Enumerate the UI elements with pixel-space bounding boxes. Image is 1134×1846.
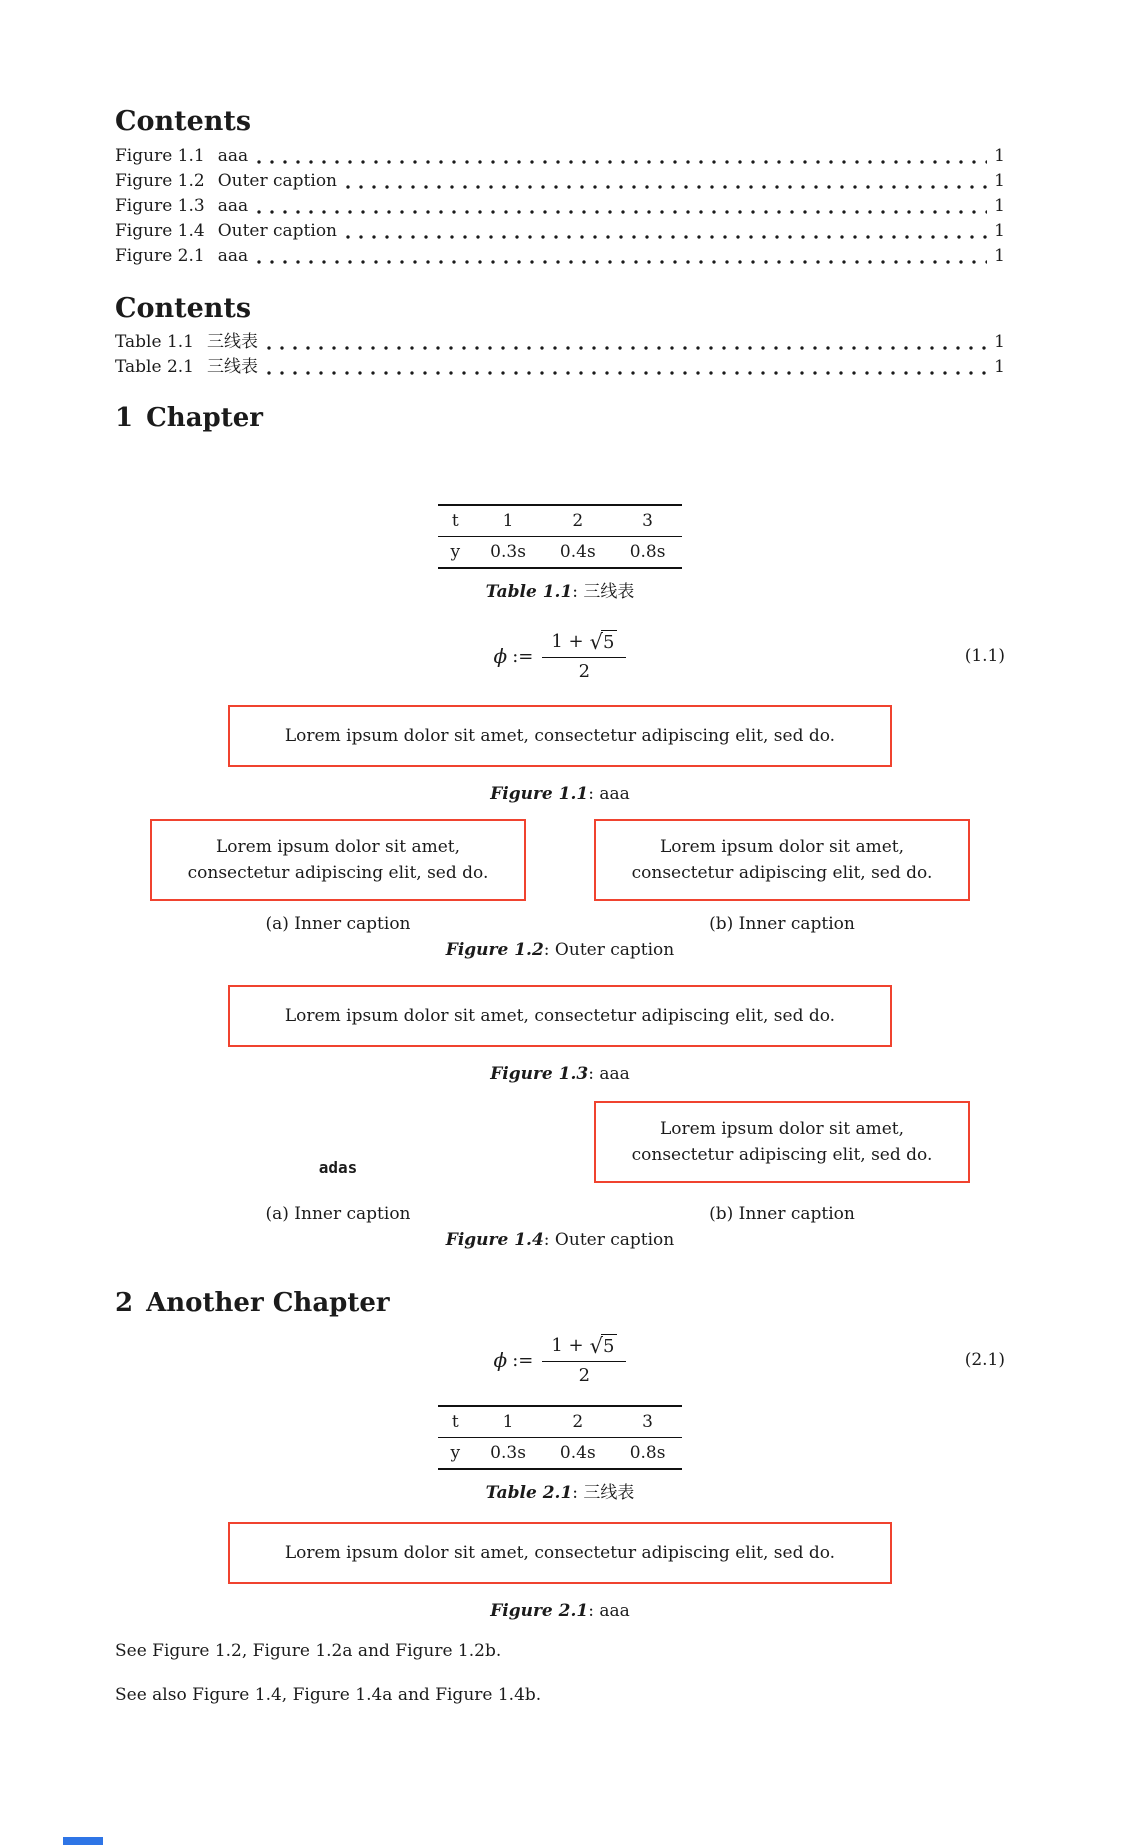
toc-entry-page: 1 — [994, 357, 1005, 377]
toc-tables-list — [115, 330, 1005, 380]
toc-entry-label: Figure 1.2 — [115, 171, 205, 191]
figure-1-4b-subcaption: (b) Inner caption — [709, 1204, 855, 1224]
figure-1-3-box: Lorem ipsum dolor sit amet, consectetur adipiscing elit, sed do. — [228, 985, 892, 1047]
table-cell: 0.4s — [559, 1443, 596, 1463]
dot-leader — [346, 185, 987, 189]
three-line-table — [438, 504, 683, 569]
figure-1-2a-box: Lorem ipsum dolor sit amet, consectetur adipiscing elit, sed do. — [150, 819, 526, 901]
figure-1-2b-subcaption: (b) Inner caption — [709, 914, 855, 934]
table-2-1-caption — [115, 1482, 1005, 1504]
toc-entry-page: 1 — [994, 171, 1005, 191]
reference-paragraph-2: See also Figure 1.4, Figure 1.4a and Figure 1.4b. — [115, 1685, 542, 1705]
fraction — [542, 1334, 626, 1387]
phi-symbol: ϕ — [493, 1348, 508, 1372]
equation-number: (2.1) — [964, 1350, 1005, 1370]
fraction-numerator: 1 + √ 5 — [542, 630, 626, 658]
chapter-number: 1 — [115, 403, 134, 433]
figure-1-1-box: Lorem ipsum dolor sit amet, consectetur adipiscing elit, sed do. — [228, 705, 892, 767]
verbatim-text: adas — [318, 1158, 358, 1177]
figure-1-2-caption — [115, 939, 1005, 961]
toc-entry-figure-2-1[interactable] — [115, 244, 1005, 269]
figure-1-4-subcaptions — [115, 1203, 1005, 1225]
caption-label: Table 1.1 — [485, 582, 573, 602]
fraction — [542, 630, 626, 683]
chapter-2-heading — [115, 1287, 1005, 1319]
assign-symbol: := — [512, 645, 534, 667]
table-1-1 — [115, 504, 1005, 603]
toc-entry-title: aaa — [217, 246, 249, 266]
toc-entry-label: Figure 2.1 — [115, 246, 205, 266]
figure-2-1-caption — [115, 1600, 1005, 1622]
figure-1-4a-subcaption: (a) Inner caption — [265, 1204, 411, 1224]
toc-figures-section — [115, 106, 1005, 269]
toc-entry-figure-1-3[interactable] — [115, 194, 1005, 219]
table-cell: 0.4s — [559, 542, 596, 562]
table-cell: y — [450, 1443, 461, 1463]
figure-1-2a-subcaption: (a) Inner caption — [265, 914, 411, 934]
figure-1-4a-content — [150, 1157, 526, 1183]
caption-label: Figure 1.4 — [445, 1230, 544, 1250]
caption-label: Figure 2.1 — [490, 1601, 589, 1621]
table-header-cell: 2 — [572, 511, 584, 531]
toc-figures-list — [115, 144, 1005, 269]
toc-entry-title: 三线表 — [206, 332, 258, 352]
table-cell: 0.3s — [490, 1443, 526, 1463]
caption-text: : 三线表 — [572, 582, 635, 602]
toc-entry-table-2-1[interactable] — [115, 355, 1005, 380]
figure-1-2-subcaptions — [115, 913, 1005, 935]
blue-artifact-bar — [63, 1837, 103, 1845]
dot-leader — [267, 371, 987, 375]
equation-1-1 — [115, 621, 1005, 691]
caption-label: Table 2.1 — [485, 1483, 573, 1503]
toc-figures-heading: Contents — [115, 106, 252, 137]
figure-1-2b-box: Lorem ipsum dolor sit amet, consectetur adipiscing elit, sed do. — [594, 819, 970, 901]
reference-paragraph-1: See Figure 1.2, Figure 1.2a and Figure 1.2b. — [115, 1641, 502, 1661]
caption-text: : aaa — [588, 784, 630, 804]
table-header-cell: t — [451, 1412, 459, 1432]
toc-tables-heading: Contents — [115, 293, 252, 324]
table-header-cell: 2 — [572, 1412, 584, 1432]
table-header-cell: 3 — [642, 1412, 653, 1432]
fraction-numerator: 1 + √ 5 — [542, 1334, 626, 1362]
chapter-1-heading — [115, 402, 1005, 434]
figure-1-4 — [115, 1101, 1005, 1251]
figure-2-1-box: Lorem ipsum dolor sit amet, consectetur adipiscing elit, sed do. — [228, 1522, 892, 1584]
toc-entry-title: aaa — [217, 196, 249, 216]
toc-entry-figure-1-2[interactable] — [115, 169, 1005, 194]
table-header-row — [438, 505, 683, 537]
fraction-denominator: 2 — [578, 1364, 591, 1386]
table-header-cell: 1 — [502, 1412, 514, 1432]
table-cell: y — [450, 542, 461, 562]
toc-entry-page: 1 — [994, 196, 1005, 216]
caption-text: : 三线表 — [572, 1483, 635, 1503]
figure-1-1 — [115, 705, 1005, 805]
toc-entry-page: 1 — [994, 146, 1005, 166]
table-header-cell: t — [451, 511, 459, 531]
toc-entry-label: Figure 1.3 — [115, 196, 205, 216]
figure-1-3-caption — [115, 1063, 1005, 1085]
table-header-cell: 1 — [502, 511, 514, 531]
toc-entry-page: 1 — [994, 221, 1005, 241]
table-cell: 0.8s — [629, 542, 666, 562]
toc-entry-figure-1-4[interactable] — [115, 219, 1005, 244]
caption-label: Figure 1.1 — [490, 784, 589, 804]
toc-entry-page: 1 — [994, 332, 1005, 352]
dot-leader — [267, 346, 987, 350]
toc-tables-section — [115, 293, 1005, 380]
figure-1-4b-box: Lorem ipsum dolor sit amet, consectetur adipiscing elit, sed do. — [594, 1101, 970, 1183]
caption-text: : Outer caption — [543, 1230, 675, 1250]
dot-leader — [257, 210, 987, 214]
table-header-row — [438, 1406, 683, 1438]
toc-entry-title: Outer caption — [217, 221, 338, 241]
toc-entry-table-1-1[interactable] — [115, 330, 1005, 355]
caption-label: Figure 1.2 — [445, 940, 544, 960]
toc-entry-label: Table 1.1 — [115, 332, 194, 352]
figure-1-2 — [115, 819, 1005, 961]
dot-leader — [346, 235, 987, 239]
figure-1-4-row — [115, 1101, 1005, 1183]
toc-entry-title: aaa — [217, 146, 249, 166]
table-header-cell: 3 — [642, 511, 653, 531]
caption-text: : Outer caption — [543, 940, 675, 960]
caption-label: Figure 1.3 — [490, 1064, 589, 1084]
dot-leader — [257, 160, 987, 164]
phi-symbol: ϕ — [493, 644, 508, 668]
chapter-title: Chapter — [146, 403, 263, 433]
table-2-1 — [115, 1405, 1005, 1504]
equation-number: (1.1) — [964, 646, 1005, 666]
toc-entry-title: 三线表 — [206, 357, 258, 377]
figure-1-1-caption — [115, 783, 1005, 805]
figure-1-3 — [115, 985, 1005, 1085]
sqrt-radicand: 5 — [601, 630, 617, 654]
toc-entry-label: Table 2.1 — [115, 357, 194, 377]
toc-entry-page: 1 — [994, 246, 1005, 266]
assign-symbol: := — [512, 1349, 534, 1371]
fraction-denominator: 2 — [578, 660, 591, 682]
toc-entry-label: Figure 1.4 — [115, 221, 205, 241]
toc-entry-figure-1-1[interactable] — [115, 144, 1005, 169]
toc-entry-title: Outer caption — [217, 171, 338, 191]
table-cell: 0.8s — [629, 1443, 666, 1463]
figure-1-4-caption — [115, 1229, 1005, 1251]
equation-2-1 — [115, 1325, 1005, 1395]
dot-leader — [257, 260, 987, 264]
table-cell: 0.3s — [490, 542, 526, 562]
three-line-table — [438, 1405, 683, 1470]
caption-text: : aaa — [588, 1601, 630, 1621]
figure-1-2-row — [115, 819, 1005, 901]
table-row — [438, 537, 683, 569]
sqrt-radical: √ — [589, 1333, 603, 1358]
sqrt-radicand: 5 — [601, 1334, 617, 1358]
chapter-number: 2 — [115, 1288, 134, 1318]
table-row — [438, 1438, 683, 1470]
chapter-title: Another Chapter — [146, 1288, 390, 1318]
caption-text: : aaa — [588, 1064, 630, 1084]
sqrt-radical: √ — [589, 629, 603, 654]
toc-entry-label: Figure 1.1 — [115, 146, 205, 166]
table-1-1-caption — [115, 581, 1005, 603]
figure-2-1 — [115, 1522, 1005, 1622]
